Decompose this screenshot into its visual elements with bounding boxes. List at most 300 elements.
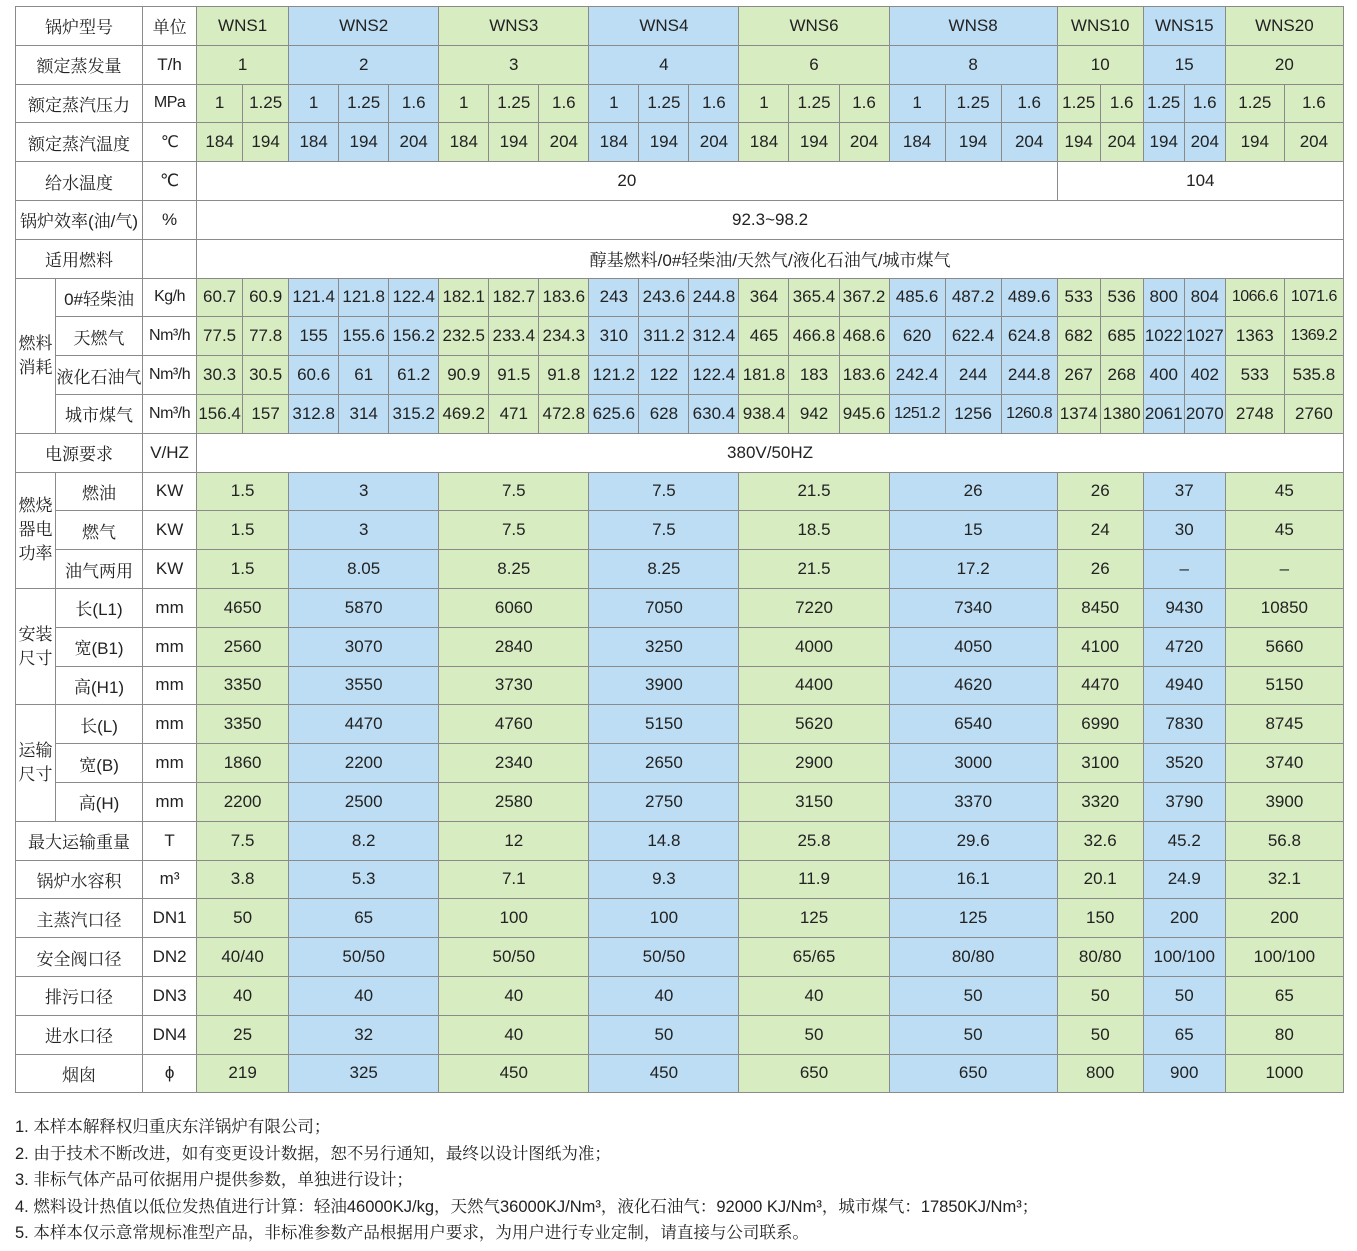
- fuel-consumption-value: 61: [339, 356, 389, 395]
- feed-water-temp-value: 20: [197, 162, 1058, 201]
- table-row: [16, 666, 1344, 705]
- burner-power-value: 1.5: [197, 511, 289, 550]
- burner-power-value: 26: [889, 472, 1057, 511]
- fuel-consumption-value: 400: [1143, 356, 1184, 395]
- fuel-consumption-value: 121.8: [339, 278, 389, 317]
- transport-size-value: 6990: [1057, 705, 1143, 744]
- rated-temperature-value: 204: [839, 123, 889, 162]
- fuel-consumption-value: 1022: [1143, 317, 1184, 356]
- fuel-consumption-value: 365.4: [789, 278, 839, 317]
- table-row: [16, 45, 1344, 84]
- spec-value: 650: [889, 1054, 1057, 1093]
- transport-size-value: 3100: [1057, 744, 1143, 783]
- burner-power-value: 3: [289, 472, 439, 511]
- burner-power-value: 7.5: [439, 472, 589, 511]
- fuel-consumption-value: 465: [739, 317, 789, 356]
- rated-temperature-value: 204: [1184, 123, 1225, 162]
- fuel-consumption-value: 2070: [1184, 394, 1225, 433]
- table-row: [16, 317, 1344, 356]
- rated-pressure-value: 1.6: [1100, 84, 1143, 123]
- spec-label: 烟囱: [16, 1054, 143, 1093]
- rated-temperature-value: 184: [197, 123, 243, 162]
- install-size-value: 3350: [197, 666, 289, 705]
- rated-pressure-value: 1.25: [1057, 84, 1100, 123]
- rated-pressure-value: 1.25: [789, 84, 839, 123]
- model-header-label: 锅炉型号: [16, 7, 143, 46]
- rated-evaporation-value: 4: [589, 45, 739, 84]
- fuel-consumption-value: 624.8: [1001, 317, 1057, 356]
- install-size-value: 4940: [1143, 666, 1225, 705]
- transport-size-value: 3320: [1057, 782, 1143, 821]
- fuel-consumption-label: 液化石油气: [56, 356, 143, 395]
- fuel-consumption-value: 1369.2: [1284, 317, 1343, 356]
- fuel-consumption-unit: Nm³/h: [143, 317, 197, 356]
- rated-pressure-value: 1: [889, 84, 945, 123]
- spec-value: 40: [439, 1015, 589, 1054]
- burner-power-unit: KW: [143, 472, 197, 511]
- rated-pressure-value: 1: [197, 84, 243, 123]
- fuel-consumption-value: 945.6: [839, 394, 889, 433]
- power-supply-unit: V/HZ: [143, 433, 197, 472]
- rated-temperature-value: 184: [889, 123, 945, 162]
- fuel-consumption-value: 364: [739, 278, 789, 317]
- burner-power-label: 燃油: [56, 472, 143, 511]
- fuel-consumption-value: 182.1: [439, 278, 489, 317]
- rated-evaporation-value: 1: [197, 45, 289, 84]
- rated-pressure-value: 1.6: [1284, 84, 1343, 123]
- transport-size-value: 2750: [589, 782, 739, 821]
- fuel-consumption-value: 310: [589, 317, 639, 356]
- fuel-consumption-value: 682: [1057, 317, 1100, 356]
- spec-value: 14.8: [589, 821, 739, 860]
- transport-size-unit: mm: [143, 705, 197, 744]
- install-size-value: 4100: [1057, 627, 1143, 666]
- transport-size-value: 7830: [1143, 705, 1225, 744]
- spec-value: 29.6: [889, 821, 1057, 860]
- install-size-value: 3900: [589, 666, 739, 705]
- spec-value: 32: [289, 1015, 439, 1054]
- burner-power-value: 21.5: [739, 550, 889, 589]
- spec-unit: DN4: [143, 1015, 197, 1054]
- burner-power-label: 燃气: [56, 511, 143, 550]
- spec-value: 40/40: [197, 938, 289, 977]
- rated-pressure-value: 1.6: [1184, 84, 1225, 123]
- fuel-consumption-value: 91.8: [539, 356, 589, 395]
- table-row: [16, 588, 1344, 627]
- transport-size-value: 2340: [439, 744, 589, 783]
- spec-value: 7.1: [439, 860, 589, 899]
- table-row: [16, 394, 1344, 433]
- rated-evaporation-value: 8: [889, 45, 1057, 84]
- transport-size-value: 2200: [197, 782, 289, 821]
- spec-value: 5.3: [289, 860, 439, 899]
- table-row: [16, 627, 1344, 666]
- rated-temperature-value: 194: [639, 123, 689, 162]
- fuel-consumption-value: 122.4: [389, 278, 439, 317]
- spec-value: 50: [889, 1015, 1057, 1054]
- spec-value: 56.8: [1225, 821, 1343, 860]
- table-row: [16, 239, 1344, 278]
- rated-temperature-value: 194: [945, 123, 1001, 162]
- fuel-consumption-value: 121.2: [589, 356, 639, 395]
- burner-power-value: 18.5: [739, 511, 889, 550]
- burner-power-value: 24: [1057, 511, 1143, 550]
- spec-value: 450: [589, 1054, 739, 1093]
- install-size-value: 3070: [289, 627, 439, 666]
- fuel-consumption-value: 625.6: [589, 394, 639, 433]
- fuel-consumption-value: 243: [589, 278, 639, 317]
- fuel-consumption-value: 1380: [1100, 394, 1143, 433]
- transport-size-value: 3350: [197, 705, 289, 744]
- install-size-value: 3730: [439, 666, 589, 705]
- install-size-value: 3550: [289, 666, 439, 705]
- install-size-value: 3250: [589, 627, 739, 666]
- fuel-consumption-value: 267: [1057, 356, 1100, 395]
- rated-temperature-value: 194: [1225, 123, 1284, 162]
- spec-value: 100/100: [1143, 938, 1225, 977]
- spec-value: 8.2: [289, 821, 439, 860]
- model-header: WNS4: [589, 7, 739, 46]
- spec-value: 150: [1057, 899, 1143, 938]
- transport-size-value: 8745: [1225, 705, 1343, 744]
- spec-value: 65: [1143, 1015, 1225, 1054]
- footnote: 5. 本样本仅示意常规标准型产品，非标准参数产品根据用户要求，为用户进行专业定制，请直接与公司联系。: [15, 1224, 809, 1243]
- table-row: [16, 976, 1344, 1015]
- model-header: WNS2: [289, 7, 439, 46]
- rated-temperature-value: 194: [789, 123, 839, 162]
- spec-label: 主蒸汽口径: [16, 899, 143, 938]
- install-size-unit: mm: [143, 627, 197, 666]
- fuel-consumption-value: 155: [289, 317, 339, 356]
- fuel-consumption-value: 485.6: [889, 278, 945, 317]
- fuel-consumption-value: 628: [639, 394, 689, 433]
- transport-size-value: 5620: [739, 705, 889, 744]
- fuel-consumption-value: 157: [243, 394, 289, 433]
- fuel-consumption-unit: Nm³/h: [143, 394, 197, 433]
- rated-temperature-value: 184: [439, 123, 489, 162]
- install-size-value: 2840: [439, 627, 589, 666]
- transport-size-value: 3790: [1143, 782, 1225, 821]
- rated-pressure-value: 1.6: [689, 84, 739, 123]
- group-label: 燃烧 器电 功率: [16, 472, 56, 588]
- burner-power-value: 8.25: [589, 550, 739, 589]
- fuel-consumption-value: 77.8: [243, 317, 289, 356]
- spec-value: 450: [439, 1054, 589, 1093]
- feed-water-temp-value: 104: [1057, 162, 1343, 201]
- fuel-consumption-value: 1071.6: [1284, 278, 1343, 317]
- burner-power-value: –: [1143, 550, 1225, 589]
- spec-value: 100/100: [1225, 938, 1343, 977]
- rated-temperature-value: 194: [1143, 123, 1184, 162]
- rated-pressure-value: 1.25: [1225, 84, 1284, 123]
- fuel-consumption-unit: Kg/h: [143, 278, 197, 317]
- rated-pressure-value: 1: [439, 84, 489, 123]
- model-header: WNS6: [739, 7, 889, 46]
- burner-power-value: 8.05: [289, 550, 439, 589]
- spec-value: 25.8: [739, 821, 889, 860]
- spec-value: 50: [197, 899, 289, 938]
- fuel-consumption-value: 182.7: [489, 278, 539, 317]
- table-row: [16, 433, 1344, 472]
- table-row: [16, 705, 1344, 744]
- spec-value: 65: [1225, 976, 1343, 1015]
- burner-power-value: 7.5: [589, 472, 739, 511]
- fuel-consumption-value: 535.8: [1284, 356, 1343, 395]
- fuel-consumption-unit: Nm³/h: [143, 356, 197, 395]
- burner-power-value: 1.5: [197, 550, 289, 589]
- spec-value: 7.5: [197, 821, 289, 860]
- spec-value: 900: [1143, 1054, 1225, 1093]
- fuel-consumption-value: 938.4: [739, 394, 789, 433]
- spec-value: 100: [439, 899, 589, 938]
- burner-power-unit: KW: [143, 550, 197, 589]
- spec-unit: DN2: [143, 938, 197, 977]
- install-size-value: 6060: [439, 588, 589, 627]
- fuel-consumption-value: 91.5: [489, 356, 539, 395]
- transport-size-value: 2650: [589, 744, 739, 783]
- table-row: [16, 821, 1344, 860]
- rated-temperature-value: 204: [389, 123, 439, 162]
- transport-size-value: 5150: [589, 705, 739, 744]
- rated-evaporation-value: 20: [1225, 45, 1343, 84]
- fuel-consumption-value: 234.3: [539, 317, 589, 356]
- fuel-unit: [143, 239, 197, 278]
- fuel-consumption-value: 367.2: [839, 278, 889, 317]
- install-size-value: 4000: [739, 627, 889, 666]
- install-size-label: 高(H1): [56, 666, 143, 705]
- spec-value: 32.1: [1225, 860, 1343, 899]
- rated-pressure-value: 1.6: [389, 84, 439, 123]
- table-row: [16, 899, 1344, 938]
- fuel-consumption-value: 402: [1184, 356, 1225, 395]
- spec-value: 325: [289, 1054, 439, 1093]
- footnote: 1. 本样本解释权归重庆东洋锅炉有限公司；: [15, 1118, 331, 1136]
- spec-value: 50: [889, 976, 1057, 1015]
- spec-value: 125: [889, 899, 1057, 938]
- fuel-consumption-value: 77.5: [197, 317, 243, 356]
- spec-value: 125: [739, 899, 889, 938]
- fuel-consumption-value: 243.6: [639, 278, 689, 317]
- spec-value: 80/80: [889, 938, 1057, 977]
- spec-unit: T: [143, 821, 197, 860]
- group-label: 安装 尺寸: [16, 588, 56, 704]
- footnote: 4. 燃料设计热值以低位发热值进行计算：轻油46000KJ/kg，天然气36000KJ/Nm³，液化石油气：92000 KJ/Nm³，城市煤气：17850KJ/Nm³；: [15, 1197, 1039, 1216]
- transport-size-value: 1860: [197, 744, 289, 783]
- fuel-consumption-value: 244: [945, 356, 1001, 395]
- fuel-value: 醇基燃料/0#轻柴油/天然气/液化石油气/城市煤气: [197, 239, 1344, 278]
- fuel-consumption-value: 156.4: [197, 394, 243, 433]
- table-row: [16, 744, 1344, 783]
- burner-power-label: 油气两用: [56, 550, 143, 589]
- fuel-consumption-value: 156.2: [389, 317, 439, 356]
- fuel-consumption-value: 489.6: [1001, 278, 1057, 317]
- install-size-value: 7050: [589, 588, 739, 627]
- model-header: WNS10: [1057, 7, 1143, 46]
- fuel-consumption-value: 60.6: [289, 356, 339, 395]
- fuel-consumption-value: 90.9: [439, 356, 489, 395]
- spec-value: 200: [1225, 899, 1343, 938]
- table-row: [16, 550, 1344, 589]
- rated-temperature-value: 204: [689, 123, 739, 162]
- table-row: [16, 1054, 1344, 1093]
- fuel-consumption-value: 466.8: [789, 317, 839, 356]
- efficiency-unit: %: [143, 200, 197, 239]
- spec-value: 11.9: [739, 860, 889, 899]
- install-size-value: 8450: [1057, 588, 1143, 627]
- fuel-consumption-value: 487.2: [945, 278, 1001, 317]
- spec-value: 40: [439, 976, 589, 1015]
- rated-pressure-value: 1.25: [243, 84, 289, 123]
- spec-value: 50: [589, 1015, 739, 1054]
- rated-pressure-value: 1.25: [1143, 84, 1184, 123]
- fuel-consumption-value: 469.2: [439, 394, 489, 433]
- install-size-label: 长(L1): [56, 588, 143, 627]
- transport-size-value: 6540: [889, 705, 1057, 744]
- fuel-consumption-value: 311.2: [639, 317, 689, 356]
- footnotes: [15, 1114, 1345, 1247]
- fuel-consumption-value: 536: [1100, 278, 1143, 317]
- spec-value: 9.3: [589, 860, 739, 899]
- install-size-value: 4050: [889, 627, 1057, 666]
- burner-power-value: 26: [1057, 472, 1143, 511]
- transport-size-value: 2580: [439, 782, 589, 821]
- spec-unit: DN3: [143, 976, 197, 1015]
- fuel-consumption-value: 942: [789, 394, 839, 433]
- fuel-consumption-value: 244.8: [1001, 356, 1057, 395]
- burner-power-value: 1.5: [197, 472, 289, 511]
- spec-value: 50/50: [589, 938, 739, 977]
- spec-value: 40: [289, 976, 439, 1015]
- install-size-value: 7340: [889, 588, 1057, 627]
- transport-size-value: 3520: [1143, 744, 1225, 783]
- fuel-consumption-value: 1363: [1225, 317, 1284, 356]
- burner-power-value: 21.5: [739, 472, 889, 511]
- fuel-consumption-value: 800: [1143, 278, 1184, 317]
- fuel-consumption-value: 1260.8: [1001, 394, 1057, 433]
- group-label: 运输 尺寸: [16, 705, 56, 821]
- fuel-consumption-value: 2061: [1143, 394, 1184, 433]
- burner-power-value: 3: [289, 511, 439, 550]
- unit-header-label: 单位: [143, 7, 197, 46]
- spec-value: 32.6: [1057, 821, 1143, 860]
- rated-temperature-unit: ℃: [143, 123, 197, 162]
- fuel-consumption-value: 2760: [1284, 394, 1343, 433]
- spec-label: 锅炉水容积: [16, 860, 143, 899]
- spec-value: 200: [1143, 899, 1225, 938]
- rated-pressure-value: 1.25: [945, 84, 1001, 123]
- transport-size-value: 3370: [889, 782, 1057, 821]
- fuel-consumption-value: 533: [1225, 356, 1284, 395]
- fuel-consumption-value: 312.4: [689, 317, 739, 356]
- fuel-consumption-value: 1256: [945, 394, 1001, 433]
- rated-evaporation-label: 额定蒸发量: [16, 45, 143, 84]
- burner-power-value: 17.2: [889, 550, 1057, 589]
- fuel-consumption-value: 122.4: [689, 356, 739, 395]
- fuel-consumption-value: 314: [339, 394, 389, 433]
- rated-temperature-value: 204: [1001, 123, 1057, 162]
- fuel-consumption-label: 城市煤气: [56, 394, 143, 433]
- spec-value: 219: [197, 1054, 289, 1093]
- model-header: WNS3: [439, 7, 589, 46]
- fuel-consumption-value: 1251.2: [889, 394, 945, 433]
- install-size-unit: mm: [143, 666, 197, 705]
- rated-pressure-unit: MPa: [143, 84, 197, 123]
- burner-power-value: 8.25: [439, 550, 589, 589]
- efficiency-label: 锅炉效率(油/气): [16, 200, 143, 239]
- feed-water-temp-label: 给水温度: [16, 162, 143, 201]
- fuel-consumption-value: 60.7: [197, 278, 243, 317]
- rated-temperature-value: 204: [1284, 123, 1343, 162]
- table-row: [16, 511, 1344, 550]
- rated-pressure-value: 1.25: [639, 84, 689, 123]
- burner-power-unit: KW: [143, 511, 197, 550]
- burner-power-value: 45: [1225, 511, 1343, 550]
- spec-value: 40: [589, 976, 739, 1015]
- spec-label: 最大运输重量: [16, 821, 143, 860]
- burner-power-value: 15: [889, 511, 1057, 550]
- fuel-consumption-value: 472.8: [539, 394, 589, 433]
- rated-evaporation-value: 2: [289, 45, 439, 84]
- fuel-consumption-label: 天燃气: [56, 317, 143, 356]
- rated-pressure-value: 1.6: [1001, 84, 1057, 123]
- fuel-consumption-value: 30.3: [197, 356, 243, 395]
- spec-unit: ϕ: [143, 1054, 197, 1093]
- rated-temperature-value: 194: [489, 123, 539, 162]
- transport-size-value: 3900: [1225, 782, 1343, 821]
- transport-size-label: 宽(B): [56, 744, 143, 783]
- fuel-consumption-value: 630.4: [689, 394, 739, 433]
- spec-unit: DN1: [143, 899, 197, 938]
- fuel-consumption-label: 0#轻柴油: [56, 278, 143, 317]
- fuel-consumption-value: 471: [489, 394, 539, 433]
- spec-value: 65: [289, 899, 439, 938]
- spec-value: 12: [439, 821, 589, 860]
- boiler-spec-table: [15, 6, 1344, 1093]
- rated-pressure-value: 1.6: [839, 84, 889, 123]
- spec-value: 50: [1143, 976, 1225, 1015]
- install-size-value: 4470: [1057, 666, 1143, 705]
- fuel-consumption-value: 181.8: [739, 356, 789, 395]
- fuel-consumption-value: 268: [1100, 356, 1143, 395]
- install-size-value: 5870: [289, 588, 439, 627]
- spec-label: 排污口径: [16, 976, 143, 1015]
- burner-power-value: 37: [1143, 472, 1225, 511]
- table-row: [16, 860, 1344, 899]
- fuel-consumption-value: 183: [789, 356, 839, 395]
- fuel-consumption-value: 468.6: [839, 317, 889, 356]
- transport-size-unit: mm: [143, 744, 197, 783]
- rated-evaporation-value: 6: [739, 45, 889, 84]
- spec-value: 50/50: [439, 938, 589, 977]
- rated-temperature-value: 184: [589, 123, 639, 162]
- rated-pressure-value: 1: [289, 84, 339, 123]
- rated-evaporation-value: 10: [1057, 45, 1143, 84]
- fuel-consumption-value: 533: [1057, 278, 1100, 317]
- transport-size-label: 高(H): [56, 782, 143, 821]
- spec-value: 40: [739, 976, 889, 1015]
- install-size-value: 4720: [1143, 627, 1225, 666]
- table-row: [16, 472, 1344, 511]
- install-size-value: 5150: [1225, 666, 1343, 705]
- install-size-value: 7220: [739, 588, 889, 627]
- rated-temperature-value: 184: [739, 123, 789, 162]
- rated-pressure-value: 1.6: [539, 84, 589, 123]
- spec-value: 16.1: [889, 860, 1057, 899]
- fuel-consumption-value: 155.6: [339, 317, 389, 356]
- rated-pressure-value: 1: [589, 84, 639, 123]
- table-row: [16, 356, 1344, 395]
- fuel-consumption-value: 312.8: [289, 394, 339, 433]
